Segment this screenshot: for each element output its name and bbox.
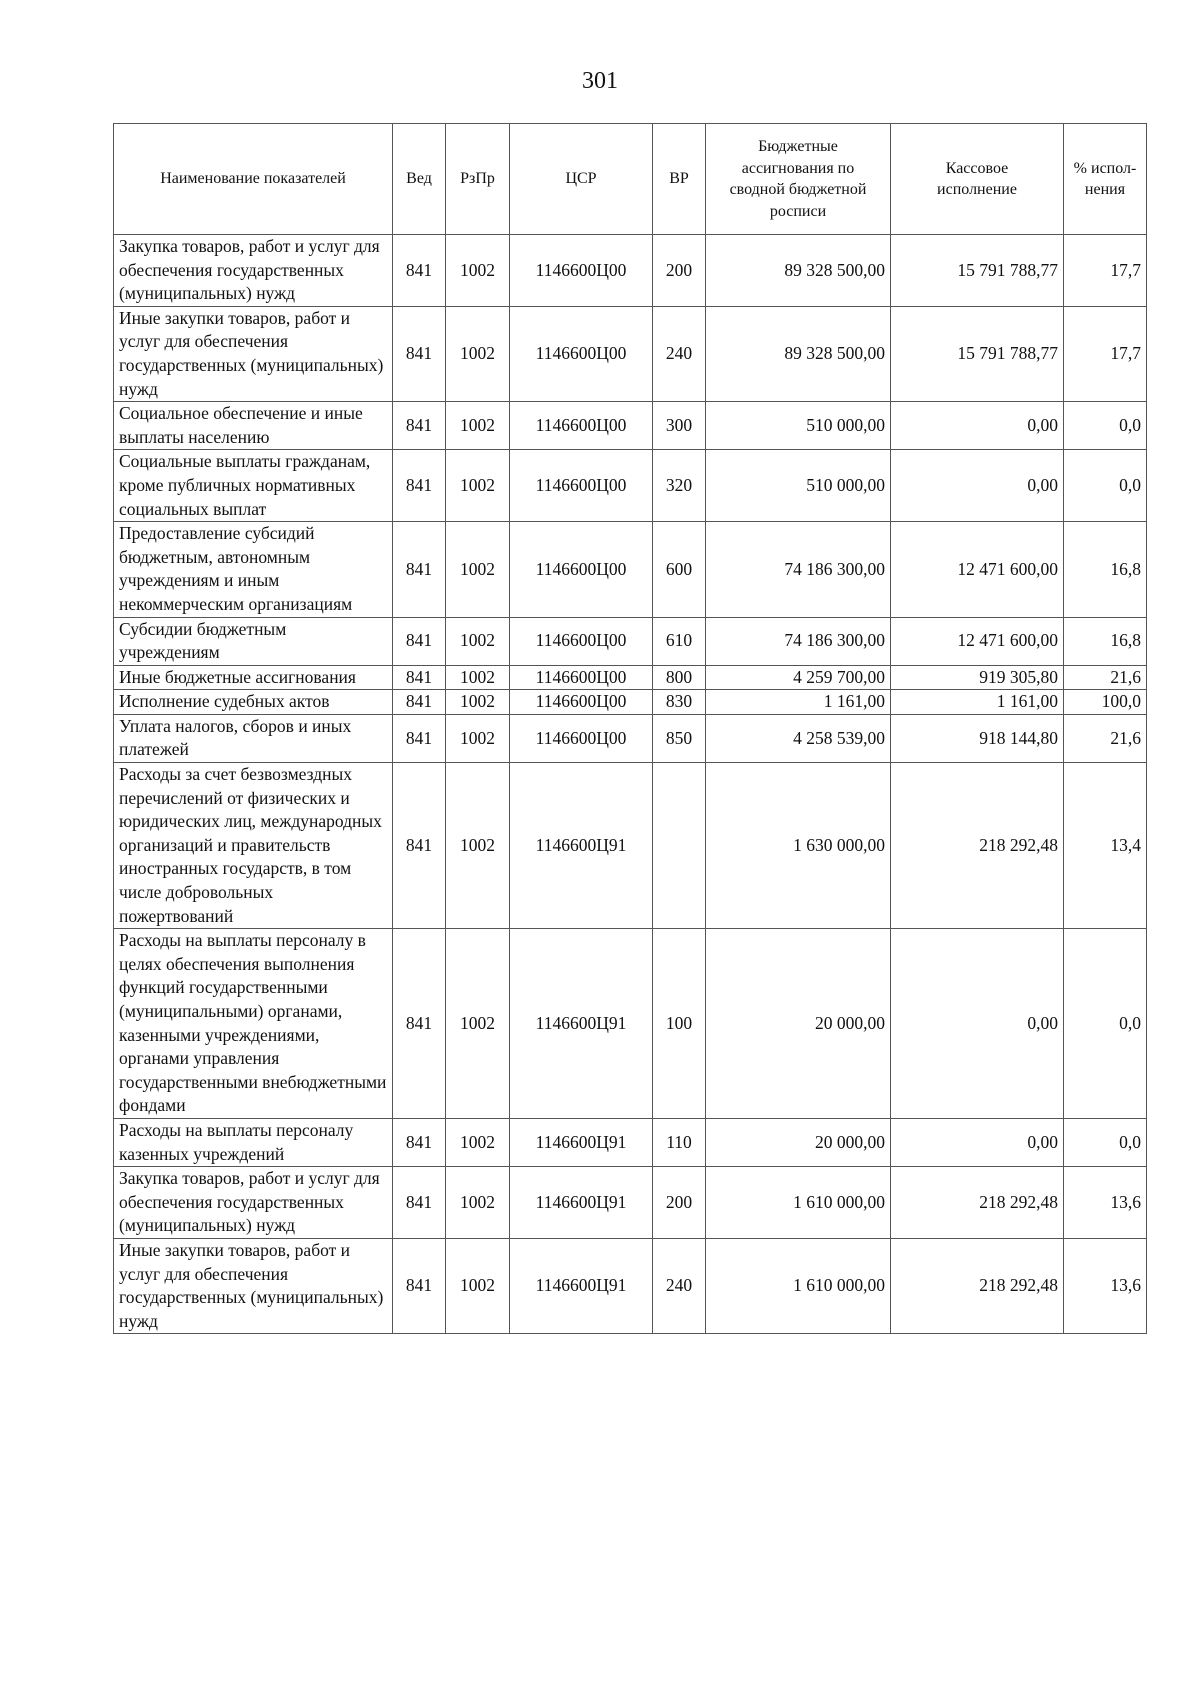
table-row	[114, 690, 1147, 715]
cell-cash: 12 471 600,00	[891, 522, 1064, 617]
cell-cash: 0,00	[891, 402, 1064, 450]
cell-budget: 4 258 539,00	[706, 714, 891, 762]
cell-ved: 841	[393, 306, 446, 401]
cell-ved: 841	[393, 714, 446, 762]
table-row	[114, 763, 1147, 929]
cell-vr: 610	[653, 617, 706, 665]
cell-percent: 0,0	[1064, 1118, 1147, 1166]
cell-vr: 100	[653, 929, 706, 1119]
cell-csr: 1146600Ц91	[510, 929, 653, 1119]
cell-rzpr: 1002	[446, 1238, 510, 1333]
cell-percent: 21,6	[1064, 714, 1147, 762]
table-row	[114, 1238, 1147, 1333]
cell-name: Социальное обеспечение и иные выплаты населению	[114, 402, 393, 450]
cell-name: Расходы за счет безвозмездных перечислений от физических и юридических лиц, международных организаций и правительств иностранных государств, в том числе добровольных пожертвований	[114, 763, 393, 929]
cell-rzpr: 1002	[446, 522, 510, 617]
cell-cash: 918 144,80	[891, 714, 1064, 762]
table-row	[114, 617, 1147, 665]
cell-cash: 919 305,80	[891, 665, 1064, 690]
cell-vr: 320	[653, 450, 706, 522]
cell-ved: 841	[393, 1118, 446, 1166]
cell-csr: 1146600Ц00	[510, 690, 653, 715]
cell-percent: 16,8	[1064, 522, 1147, 617]
cell-rzpr: 1002	[446, 665, 510, 690]
budget-execution-table	[113, 123, 1147, 1334]
cell-vr: 240	[653, 1238, 706, 1333]
cell-cash: 1 161,00	[891, 690, 1064, 715]
table-row	[114, 714, 1147, 762]
cell-name: Иные закупки товаров, работ и услуг для обеспечения государственных (муниципальных) нужд	[114, 1238, 393, 1333]
cell-rzpr: 1002	[446, 450, 510, 522]
cell-vr: 850	[653, 714, 706, 762]
cell-budget: 20 000,00	[706, 1118, 891, 1166]
cell-name: Субсидии бюджетным учреждениям	[114, 617, 393, 665]
header-vr: ВР	[653, 124, 706, 235]
cell-name: Иные закупки товаров, работ и услуг для обеспечения государственных (муниципальных) нужд	[114, 306, 393, 401]
table-row	[114, 1118, 1147, 1166]
cell-csr: 1146600Ц91	[510, 1167, 653, 1239]
cell-rzpr: 1002	[446, 763, 510, 929]
cell-percent: 13,6	[1064, 1167, 1147, 1239]
cell-rzpr: 1002	[446, 235, 510, 307]
table-row	[114, 665, 1147, 690]
cell-cash: 218 292,48	[891, 763, 1064, 929]
cell-ved: 841	[393, 1238, 446, 1333]
cell-vr: 830	[653, 690, 706, 715]
cell-ved: 841	[393, 617, 446, 665]
table-row	[114, 402, 1147, 450]
cell-name: Социальные выплаты гражданам, кроме публичных нормативных социальных выплат	[114, 450, 393, 522]
cell-name: Исполнение судебных актов	[114, 690, 393, 715]
cell-rzpr: 1002	[446, 617, 510, 665]
cell-percent: 21,6	[1064, 665, 1147, 690]
cell-csr: 1146600Ц00	[510, 306, 653, 401]
cell-rzpr: 1002	[446, 402, 510, 450]
cell-percent: 17,7	[1064, 306, 1147, 401]
cell-cash: 0,00	[891, 1118, 1064, 1166]
cell-budget: 74 186 300,00	[706, 617, 891, 665]
cell-rzpr: 1002	[446, 1118, 510, 1166]
table-row	[114, 306, 1147, 401]
table-row	[114, 1167, 1147, 1239]
cell-ved: 841	[393, 690, 446, 715]
cell-ved: 841	[393, 1167, 446, 1239]
cell-name: Иные бюджетные ассигнования	[114, 665, 393, 690]
table-row	[114, 929, 1147, 1119]
cell-vr: 300	[653, 402, 706, 450]
cell-name: Закупка товаров, работ и услуг для обеспечения государственных (муниципальных) нужд	[114, 235, 393, 307]
cell-cash: 15 791 788,77	[891, 235, 1064, 307]
cell-ved: 841	[393, 402, 446, 450]
cell-csr: 1146600Ц91	[510, 1118, 653, 1166]
page-number: 301	[582, 68, 618, 94]
cell-ved: 841	[393, 763, 446, 929]
cell-ved: 841	[393, 522, 446, 617]
header-rzpr: РзПр	[446, 124, 510, 235]
cell-name: Уплата налогов, сборов и иных платежей	[114, 714, 393, 762]
cell-ved: 841	[393, 235, 446, 307]
cell-rzpr: 1002	[446, 690, 510, 715]
cell-percent: 0,0	[1064, 402, 1147, 450]
table-row	[114, 235, 1147, 307]
cell-budget: 1 610 000,00	[706, 1238, 891, 1333]
cell-budget: 1 630 000,00	[706, 763, 891, 929]
cell-ved: 841	[393, 450, 446, 522]
cell-cash: 218 292,48	[891, 1238, 1064, 1333]
header-budget: Бюджетные ассигнования по сводной бюджетной росписи	[706, 124, 891, 235]
header-percent: % испол-нения	[1064, 124, 1147, 235]
cell-name: Предоставление субсидий бюджетным, автономным учреждениям и иным некоммерческим организациям	[114, 522, 393, 617]
cell-ved: 841	[393, 929, 446, 1119]
cell-budget: 510 000,00	[706, 450, 891, 522]
cell-name: Закупка товаров, работ и услуг для обеспечения государственных (муниципальных) нужд	[114, 1167, 393, 1239]
cell-rzpr: 1002	[446, 1167, 510, 1239]
cell-cash: 15 791 788,77	[891, 306, 1064, 401]
cell-budget: 1 610 000,00	[706, 1167, 891, 1239]
cell-csr: 1146600Ц00	[510, 714, 653, 762]
table-row	[114, 450, 1147, 522]
cell-vr: 200	[653, 1167, 706, 1239]
cell-cash: 0,00	[891, 929, 1064, 1119]
cell-csr: 1146600Ц91	[510, 1238, 653, 1333]
table-row	[114, 522, 1147, 617]
cell-csr: 1146600Ц00	[510, 665, 653, 690]
cell-name: Расходы на выплаты персоналу казенных учреждений	[114, 1118, 393, 1166]
header-cash: Кассовое исполнение	[891, 124, 1064, 235]
cell-name: Расходы на выплаты персоналу в целях обеспечения выполнения функций государственными (муниципальными) органами, казенными учреждениями, органами управления государственными внебюджетными фондами	[114, 929, 393, 1119]
cell-percent: 13,6	[1064, 1238, 1147, 1333]
cell-percent: 0,0	[1064, 929, 1147, 1119]
cell-budget: 510 000,00	[706, 402, 891, 450]
cell-rzpr: 1002	[446, 714, 510, 762]
cell-vr: 800	[653, 665, 706, 690]
table-header-row	[114, 124, 1147, 235]
cell-cash: 12 471 600,00	[891, 617, 1064, 665]
cell-vr: 600	[653, 522, 706, 617]
header-ved: Вед	[393, 124, 446, 235]
cell-budget: 89 328 500,00	[706, 235, 891, 307]
cell-percent: 100,0	[1064, 690, 1147, 715]
cell-csr: 1146600Ц00	[510, 450, 653, 522]
cell-vr	[653, 763, 706, 929]
cell-budget: 89 328 500,00	[706, 306, 891, 401]
cell-rzpr: 1002	[446, 929, 510, 1119]
cell-vr: 240	[653, 306, 706, 401]
cell-budget: 20 000,00	[706, 929, 891, 1119]
header-csr: ЦСР	[510, 124, 653, 235]
cell-csr: 1146600Ц00	[510, 522, 653, 617]
cell-rzpr: 1002	[446, 306, 510, 401]
cell-percent: 17,7	[1064, 235, 1147, 307]
cell-csr: 1146600Ц00	[510, 235, 653, 307]
cell-csr: 1146600Ц00	[510, 402, 653, 450]
cell-cash: 0,00	[891, 450, 1064, 522]
cell-ved: 841	[393, 665, 446, 690]
cell-csr: 1146600Ц00	[510, 617, 653, 665]
cell-vr: 110	[653, 1118, 706, 1166]
cell-percent: 16,8	[1064, 617, 1147, 665]
cell-budget: 4 259 700,00	[706, 665, 891, 690]
cell-vr: 200	[653, 235, 706, 307]
cell-csr: 1146600Ц91	[510, 763, 653, 929]
cell-budget: 74 186 300,00	[706, 522, 891, 617]
cell-percent: 0,0	[1064, 450, 1147, 522]
cell-cash: 218 292,48	[891, 1167, 1064, 1239]
header-name: Наименование показателей	[114, 124, 393, 235]
cell-budget: 1 161,00	[706, 690, 891, 715]
cell-percent: 13,4	[1064, 763, 1147, 929]
